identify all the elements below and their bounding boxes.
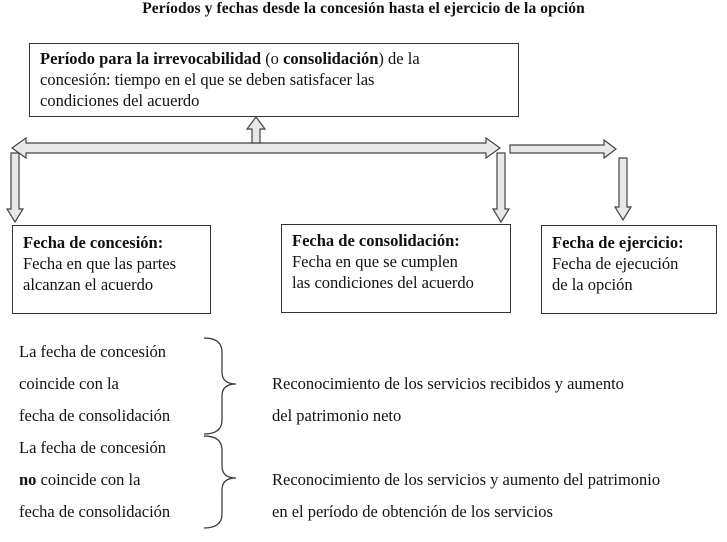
concession-line-1: Fecha en que las partes xyxy=(23,254,177,273)
brace-case-1 xyxy=(204,338,236,434)
case-1-result-1: Reconocimiento de los servicios recibidos y aumento xyxy=(272,374,624,393)
period-line-2: concesión: tiempo en el que se deben satisfacer las xyxy=(40,70,375,89)
down-arrow-to-exercise xyxy=(615,158,631,220)
consolidation-heading: Fecha de consolidación: xyxy=(292,231,460,250)
case-1-line-2: coincide con la xyxy=(19,374,119,393)
consolidation-line-1: Fecha en que se cumplen xyxy=(292,252,458,271)
case-2-line-3: fecha de consolidación xyxy=(19,502,171,521)
case-1-result-2: del patrimonio neto xyxy=(272,406,402,425)
case-2-result-2: en el período de obtención de los servicios xyxy=(272,502,553,521)
period-text-end: ) de la xyxy=(378,49,420,68)
up-arrow-to-period xyxy=(247,117,265,143)
case-1-line-3: fecha de consolidación xyxy=(19,406,171,425)
concession-line-2: alcanzan el acuerdo xyxy=(23,275,154,294)
case-2-negation: no xyxy=(19,470,37,489)
consolidation-line-2: las condiciones del acuerdo xyxy=(292,273,474,292)
period-box xyxy=(29,43,519,117)
case-2-line-1: La fecha de concesión xyxy=(19,438,167,457)
case-2-line-2-rest: coincide con la xyxy=(36,470,141,489)
case-1-line-1: La fecha de concesión xyxy=(19,342,167,361)
down-arrow-to-consolidation xyxy=(493,153,509,222)
diagram-title: Períodos y fechas desde la concesión hasta el ejercicio de la opción xyxy=(142,0,585,17)
case-2-line-2 xyxy=(19,469,140,490)
consolidation-date-box xyxy=(281,224,511,313)
period-bold-term: consolidación xyxy=(283,49,379,68)
concession-heading: Fecha de concesión: xyxy=(23,233,164,252)
down-arrow-to-concession xyxy=(7,153,23,222)
exercise-line-2: de la opción xyxy=(552,275,633,294)
period-bold-text: Período para la irrevocabilidad xyxy=(40,49,262,68)
case-2-result-1: Reconocimiento de los servicios y aumento del patrimonio xyxy=(272,470,661,489)
exercise-heading: Fecha de ejercicio: xyxy=(552,233,684,252)
period-text: (o xyxy=(261,49,284,68)
brace-case-2 xyxy=(204,436,236,528)
exercise-line-1: Fecha de ejecución xyxy=(552,254,679,273)
concession-date-box xyxy=(12,225,211,314)
exercise-date-box xyxy=(541,225,717,314)
period-line-3: condiciones del acuerdo xyxy=(40,91,200,110)
period-line-1 xyxy=(40,48,508,69)
right-arrow-to-exercise xyxy=(510,140,616,158)
